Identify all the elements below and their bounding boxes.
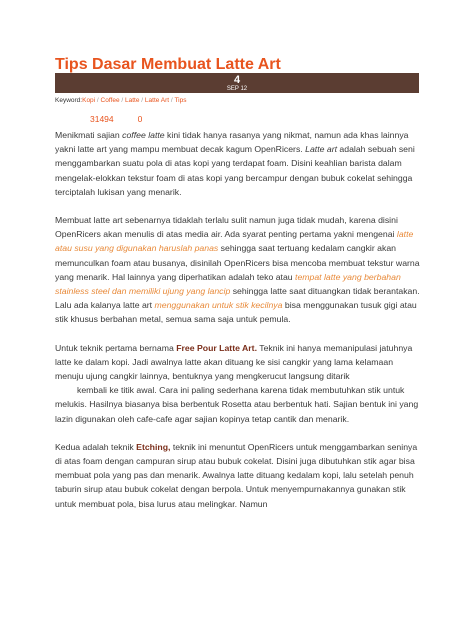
highlight-text: latte atau susu yang digunakan haruslah panas xyxy=(55,229,414,254)
paragraph-intro xyxy=(55,128,423,199)
text-run: Membuat latte art sebenarnya tidaklah terlalu sulit namun juga tidak mudah, karena disini OpenRicers akan menulis di atas media air. Ada syarat penting pertama yakni mengenai xyxy=(55,215,398,240)
date-banner xyxy=(55,73,419,93)
text-run: kembali ke titik awal. Cara ini paling sederhana karena tidak membutuhkan stik untuk melukis. Hasilnya biasanya bisa berbentuk Rosetta atau berbentuk hati. Sajian bentuk ini yang lazin digunakan oleh cafe-cafe agar sajian kopinya tetap cantik dan menarik. xyxy=(55,385,419,424)
article-title: Tips Dasar Membuat Latte Art xyxy=(55,56,281,73)
keyword-link[interactable]: Kopi xyxy=(82,97,96,104)
keyword-link[interactable]: Latte xyxy=(125,97,140,104)
highlight-text: menggunakan untuk stik kecilnya xyxy=(154,300,283,311)
view-count: 31494 xyxy=(90,114,114,124)
text-run: sehingga saat tertuang kedalam cangkir akan memunculkan foam atau busanya, disinilah OpenRicers bisa mencoba membuat tekstur warna yang menarik. Hal lainnya yang diperhatikan adalah teko atau xyxy=(55,243,420,282)
keyword-link[interactable]: Coffee xyxy=(100,97,120,104)
text-run: Untuk teknik pertama bernama xyxy=(55,342,177,353)
text-run: teknik ini menuntut OpenRicers untuk menggambarkan seninya di atas foam dengan campuran sirup atau bubuk cokelat. Disini juga dibutuhkan stik agar bisa membuat pola yang pas dan menarik. Awalnya latte dituang kedalam kopi, lalu setelah penuh taburin sirup atau bubuk cokelat dengan berpola. Untuk menyempurnakannya gunakan stik untuk membuat pola, bisa lurus atau melingkar. Namun xyxy=(55,441,418,509)
keyword-label: Keyword: xyxy=(55,97,83,104)
keyword-separator: / xyxy=(169,97,175,104)
keyword-link[interactable]: Latte Art xyxy=(144,97,170,104)
date-day: 4 xyxy=(233,74,241,86)
date-month: SEP 12 xyxy=(226,86,248,92)
keyword-separator: / xyxy=(139,97,145,104)
paragraph-etching xyxy=(55,440,423,511)
text-run: sehingga latte saat dituangkan tidak berantakan. Lalu ada kalanya latte art xyxy=(55,286,420,311)
keyword-separator: / xyxy=(95,97,101,104)
text-run: kini tidak hanya rasanya yang nikmat, namun ada khas lainnya yakni latte art yang mampu membuat decak kagum OpenRicers. xyxy=(55,130,409,155)
text-run: Teknik ini hanya memanipulasi jatuhnya latte ke dalam kopi. Jadi awalnya latte akan dituang ke sisi cangkir yang lama kelamaan menuju ujung cangkir lainnya, bentuknya yang mengkerucut langsung ditarik xyxy=(55,342,413,382)
article-stats xyxy=(90,114,142,124)
highlight-text: tempat latte yang berbahan stainless steel dan memiliki ujung yang lancip xyxy=(55,271,401,297)
article-body xyxy=(55,128,423,525)
text-run: Kedua adalah teknik xyxy=(55,441,137,452)
emphasis-text: Latte art xyxy=(305,144,337,155)
keyword-link[interactable]: Tips xyxy=(174,97,187,104)
text-run: bisa menggunakan tusuk gigi atau stik khusus berbahan metal, semua sama saja untuk pemula. xyxy=(55,300,417,325)
keyword-separator: / xyxy=(119,97,126,104)
keyword-list xyxy=(55,97,186,104)
text-run: adalah sebuah seni menggambarkan suatu pola di atas kopi yang terdapat foam. Disini keahlian barista dalam mengelak-elokkan tekstur foam di atas kopi yang bercampur dengan bubuk cokelat sehingga terciptalah lukisan yang menarik. xyxy=(55,144,415,197)
emphasis-text: coffee latte xyxy=(122,130,165,140)
comment-count[interactable]: 0 xyxy=(137,114,143,124)
text-run: Menikmati sajian xyxy=(55,130,123,140)
paragraph-free-pour xyxy=(55,341,423,426)
technique-name: Etching, xyxy=(136,441,171,452)
paragraph-requirements xyxy=(55,213,423,327)
technique-name: Free Pour Latte Art. xyxy=(176,342,257,353)
